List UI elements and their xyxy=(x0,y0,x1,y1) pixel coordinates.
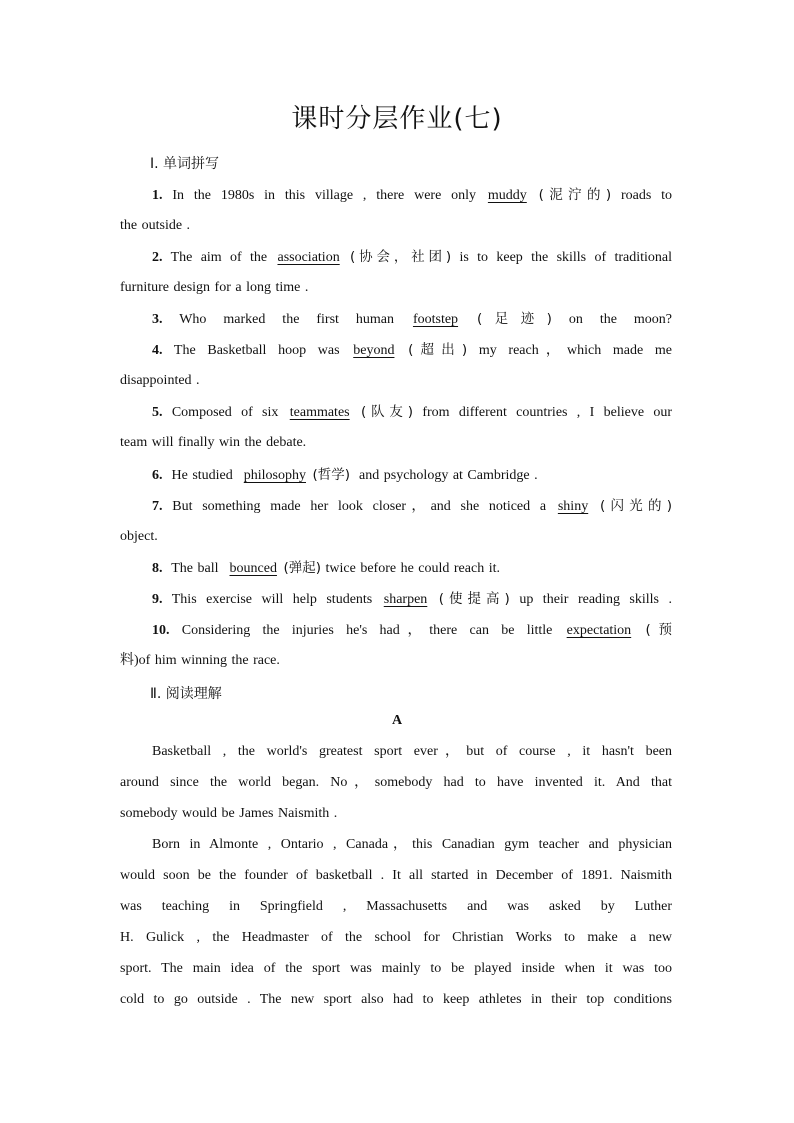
answer-word: muddy xyxy=(487,188,527,203)
question-item xyxy=(152,247,672,267)
question-continuation: object. xyxy=(120,529,158,544)
answer-word: philosophy xyxy=(243,468,306,483)
question-text: The aim of the xyxy=(170,250,268,265)
question-item xyxy=(152,496,672,516)
question-text-tail: on the moon? xyxy=(568,312,673,327)
chinese-hint: (队友) xyxy=(360,404,413,420)
answer-word: teammates xyxy=(289,405,350,420)
page-title: 课时分层作业(七) xyxy=(291,104,503,134)
paragraph-line: was teaching in Springfield , Massachusetts and was asked by Luther xyxy=(120,899,672,914)
question-text: Composed of six xyxy=(171,405,279,420)
question-number: 5. xyxy=(152,405,163,420)
question-number: 2. xyxy=(152,250,163,265)
chinese-hint: (弹起) xyxy=(283,560,321,576)
paragraph-line: sport. The main idea of the sport was mainly to be played inside when it was too xyxy=(120,961,672,976)
question-item xyxy=(152,589,672,609)
question-text: Considering the injuries he's had，there can be little xyxy=(181,623,553,638)
section-heading-spelling: Ⅰ. 单词拼写 xyxy=(150,156,220,172)
paragraph-line: somebody would be James Naismith . xyxy=(120,806,338,821)
answer-word: bounced xyxy=(229,561,277,576)
paragraph-line: Basketball , the world's greatest sport ever，but of course , it hasn't been xyxy=(152,744,672,759)
paragraph-line: H. Gulick , the Headmaster of the school for Christian Works to make a new xyxy=(120,930,672,945)
question-number: 6. xyxy=(152,468,163,483)
question-text: This exercise will help students xyxy=(171,592,373,607)
question-item xyxy=(152,465,672,485)
chinese-hint: (协会，社团) xyxy=(350,249,452,265)
answer-word: beyond xyxy=(353,343,395,358)
question-text: He studied xyxy=(171,468,233,483)
paragraph-line: would soon be the founder of basketball . It all started in December of 1891. Naismith xyxy=(120,868,672,883)
paragraph-line: cold to go outside . The new sport also had to keep athletes in their top conditions xyxy=(120,992,672,1007)
question-text-tail: from different countries , I believe our xyxy=(422,405,673,420)
question-continuation: team will finally win the debate. xyxy=(120,435,307,450)
answer-word: sharpen xyxy=(383,592,428,607)
answer-word: shiny xyxy=(557,499,589,514)
question-text-tail: roads to xyxy=(620,188,673,203)
chinese-hint: (足迹) xyxy=(477,311,552,327)
question-item xyxy=(152,402,672,422)
chinese-hint: (预 xyxy=(645,622,672,638)
question-text: The ball xyxy=(171,561,219,576)
answer-word: association xyxy=(277,250,340,265)
question-continuation: disappointed . xyxy=(120,373,200,388)
question-text: In the 1980s in this village , there were only xyxy=(172,188,477,203)
question-number: 7. xyxy=(152,499,163,514)
paragraph-line: Born in Almonte , Ontario , Canada，this Canadian gym teacher and physician xyxy=(152,837,672,852)
question-item xyxy=(152,620,672,640)
question-number: 4. xyxy=(152,343,163,358)
question-continuation: 料)of him winning the race. xyxy=(120,653,280,668)
question-number: 3. xyxy=(152,312,163,327)
chinese-hint: (使提高) xyxy=(438,591,510,607)
question-number: 8. xyxy=(152,561,163,576)
question-text-tail: up their reading skills . xyxy=(519,592,672,607)
question-item xyxy=(152,309,672,329)
question-text: Who marked the first human xyxy=(179,312,394,327)
chinese-hint: (哲学) xyxy=(312,467,351,483)
chinese-hint: (泥泞的) xyxy=(538,187,612,203)
question-number: 1. xyxy=(152,188,163,203)
question-text: But something made her look closer，and she noticed a xyxy=(172,499,547,514)
answer-word: footstep xyxy=(412,312,459,327)
section-heading-reading: Ⅱ. 阅读理解 xyxy=(150,686,222,702)
question-text: The Basketball hoop was xyxy=(173,343,340,358)
chinese-hint: (超出) xyxy=(408,342,468,358)
question-text-tail: and psychology at Cambridge . xyxy=(359,468,538,483)
question-continuation: furniture design for a long time . xyxy=(120,280,309,295)
question-number: 10. xyxy=(152,623,170,638)
question-continuation: the outside . xyxy=(120,218,191,233)
question-item xyxy=(152,340,672,360)
question-number: 9. xyxy=(152,592,163,607)
question-text-tail: is to keep the skills of traditional xyxy=(459,250,673,265)
passage-label: A xyxy=(391,713,403,728)
answer-word: expectation xyxy=(566,623,632,638)
question-text-tail: twice before he could reach it. xyxy=(325,561,500,576)
question-text-tail: my reach，which made me xyxy=(478,343,673,358)
chinese-hint: (闪光的) xyxy=(599,498,672,514)
question-item xyxy=(152,558,672,578)
question-item xyxy=(152,185,672,205)
paragraph-line: around since the world began. No，somebody had to have invented it. And that xyxy=(120,775,672,790)
